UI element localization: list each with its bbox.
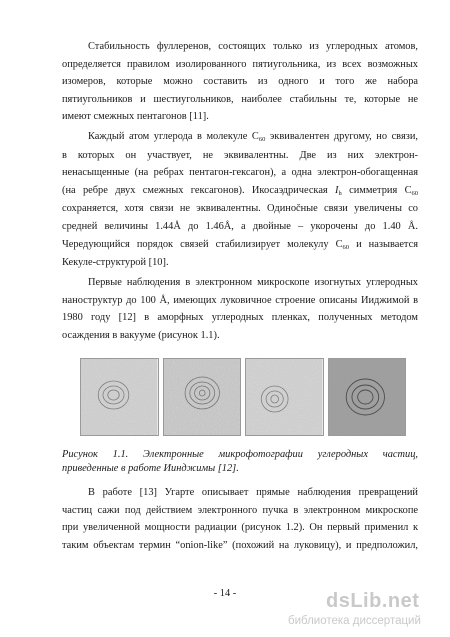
micrograph-image (245, 358, 324, 436)
subscript: 60 (258, 136, 266, 143)
micrograph-image (80, 358, 159, 436)
micrograph-image (328, 358, 407, 436)
text-line (62, 236, 418, 255)
text-line: имеют смежных пентагонов [11]. (62, 111, 209, 123)
text-line: частиц сажи под действием электронного пучка в электронном микроскопе (62, 504, 418, 516)
text-line: изомеров, которые можно составить из одного и того же набора (62, 76, 418, 88)
text-line: Стабильность фуллеренов, состоящих только из углеродных атомов, (88, 41, 418, 52)
text-line: при увеличенной мощности радиации (рисунок 1.2). Он первый применил к (62, 522, 418, 534)
text-line: ненасыщенные (на ребрах пентагон-гексагон), а одна электрон-обогащенная (62, 167, 418, 179)
text-line: таким объектам термин “onion-like” (похожий на луковицу), и предположил, (62, 539, 418, 551)
text-line: сохраняется, хотя связи не эквивалентны. Одинočные связи увеличены со (62, 203, 418, 215)
subscript: h (338, 189, 342, 197)
paragraph-3 (62, 274, 418, 344)
text-fragment: симметрия С (341, 184, 412, 196)
watermark-subtitle: библиотека диссертаций (288, 615, 421, 627)
text-line: В работе [13] Угарте описывает прямые наблюдения превращений (88, 487, 418, 498)
text-line: пятиугольников и шестиугольников, наиболее стабильны те, которые не (62, 93, 418, 105)
text-line: средней величины 1.44Å до 1.46Å, а двойные – укорочены до 1.40 Å. (62, 220, 418, 232)
text-fragment: эквивалентен другому, но связи, (265, 131, 418, 142)
caption-line: Рисунок 1.1. Электронные микрофотографии углеродных частиц, (62, 449, 418, 460)
text-line: осаждения в вакууме (рисунок 1.1). (62, 329, 220, 341)
paragraph-2 (62, 128, 418, 272)
text-fragment: и называется (349, 238, 418, 250)
text-fragment: (на ребре двух смежных гексагонов). Икосаэдрическая (62, 184, 336, 196)
text-fragment: Чередующийся порядок связей стабилизирует молекулу С (62, 238, 343, 250)
watermark (288, 590, 448, 632)
subscript: 60 (342, 243, 350, 251)
figure-micrographs (80, 358, 406, 434)
figure-caption (62, 448, 418, 476)
text-line: 1980 году [12] в аморфных углеродных пленках, полученных методом (62, 312, 418, 324)
text-line: Кекуле-структурой [10]. (62, 257, 169, 269)
text-line (62, 128, 418, 147)
text-line: Первые наблюдения в электронном микроскопе изогнутых углеродных (88, 277, 418, 288)
page-number: - 14 - (213, 588, 237, 599)
text-fragment: Каждый атом углерода в молекуле С (88, 131, 259, 142)
caption-line: приведенные в работе Иинджимы [12]. (62, 463, 239, 474)
paragraph-4 (62, 484, 418, 554)
paragraph-1 (62, 38, 418, 126)
symmetry-symbol: I (335, 184, 339, 196)
text-line (62, 182, 418, 201)
watermark-logo: dsLib.net (326, 590, 420, 612)
text-line: в которых он участвует, не эквивалентны. Две из них электрон- (62, 149, 418, 161)
subscript: 60 (411, 189, 418, 197)
micrograph-image (163, 358, 242, 436)
text-line: наноструктур до 100 Å, имеющих луковичное строение описаны Ииджимой в (62, 294, 418, 306)
text-line: определяется правилом изолированного пятиугольника, из всех возможных (62, 58, 418, 70)
